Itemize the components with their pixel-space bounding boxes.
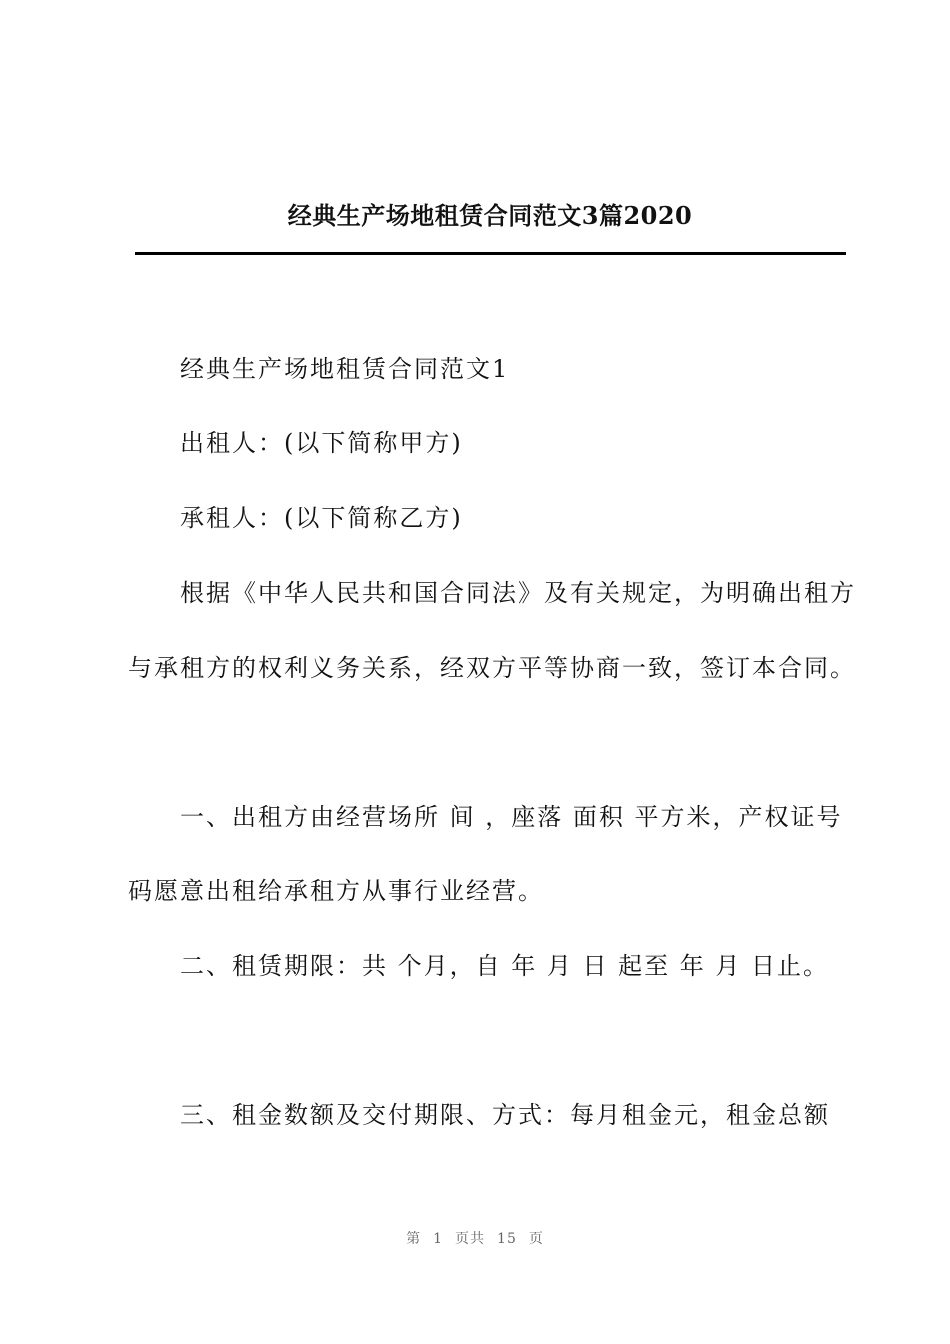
paragraph-clause1-line1: 一、出租方由经营场所 间 ，座落 面积 平方米，产权证号: [180, 803, 843, 831]
paragraph-lessor: 出租人：(以下简称甲方): [180, 429, 463, 457]
paragraph-clause3: 三、租金数额及交付期限、方式：每月租金元，租金总额: [180, 1101, 830, 1129]
title-divider: [135, 252, 846, 255]
paragraph-lessee: 承租人：(以下简称乙方): [180, 504, 463, 532]
paragraph-basis-line1: 根据《中华人民共和国合同法》及有关规定，为明确出租方: [180, 579, 856, 607]
paragraph-basis-line2: 与承租方的权利义务关系，经双方平等协商一致，签订本合同。: [128, 654, 856, 682]
footer-suffix: 页: [528, 1231, 544, 1247]
paragraph-clause1-line2: 码愿意出租给承租方从事行业经营。: [128, 877, 544, 905]
footer-middle: 页共: [455, 1231, 486, 1247]
page-footer: [0, 1228, 950, 1248]
footer-total-pages: 15: [497, 1231, 517, 1247]
footer-prefix: 第: [406, 1231, 422, 1247]
document-title: 经典生产场地租赁合同范文3篇2020: [287, 201, 693, 230]
footer-page-number: 1: [433, 1231, 444, 1247]
paragraph-heading: 经典生产场地租赁合同范文1: [180, 355, 510, 383]
paragraph-clause2: 二、租赁期限：共 个月，自 年 月 日 起至 年 月 日止。: [180, 952, 830, 980]
